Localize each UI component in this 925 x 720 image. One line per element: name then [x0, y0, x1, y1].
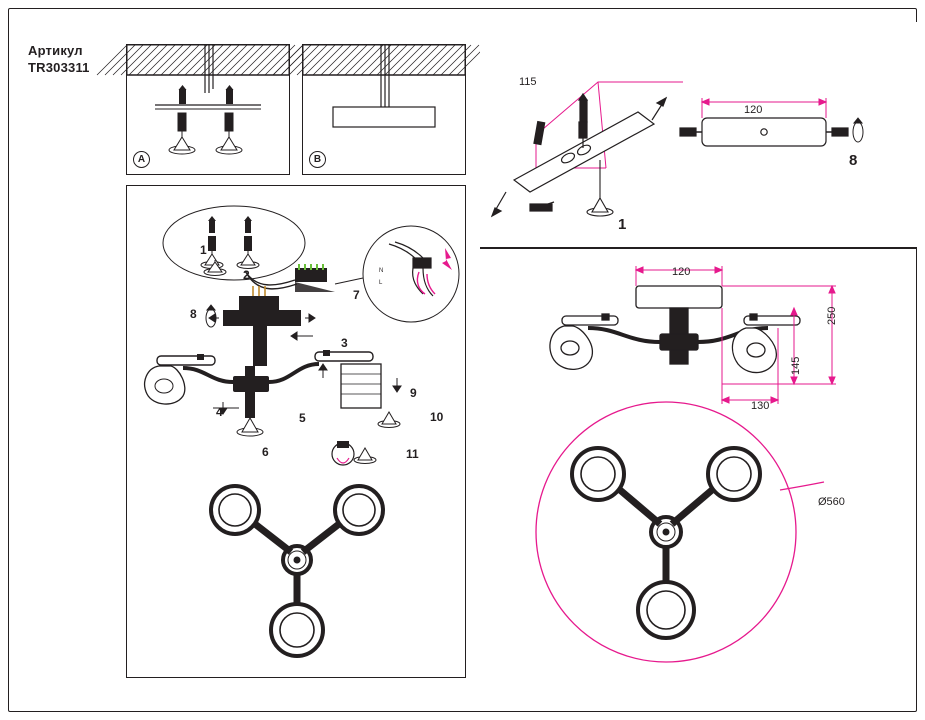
surface-box: [333, 107, 435, 127]
plan-view-dimensions: [536, 402, 824, 662]
plan-view-fixture: [211, 486, 383, 656]
svg-text:N: N: [379, 268, 384, 274]
panel-tag-b: B: [309, 151, 326, 168]
bulb-icon: [332, 441, 376, 465]
detail-bubble-wiring: [363, 226, 459, 322]
panel-ceiling-a: [126, 44, 290, 175]
step-label-4: 4: [216, 405, 223, 419]
step-label-5: 5: [299, 411, 306, 425]
step-label-11: 11: [406, 447, 419, 461]
dimension-drawing: [488, 258, 908, 670]
panel-tag-a: A: [133, 151, 150, 168]
detail-bubble-anchors: [163, 206, 305, 280]
article-label: Артикул: [28, 43, 83, 58]
dim-label-130: 130: [751, 400, 770, 412]
terminal-block: [295, 264, 335, 292]
tool-icon-10: [378, 412, 400, 428]
article-code: TR303311: [28, 60, 90, 75]
svg-text:L: L: [379, 280, 383, 286]
dim-label-top-120: 120: [672, 266, 691, 278]
dim-label-diameter: Ø560: [818, 496, 845, 508]
step-label-bar-8: 8: [849, 152, 858, 169]
divider-horizontal: [480, 248, 917, 249]
mounting-bar: [680, 118, 848, 146]
step-label-1: 1: [200, 243, 207, 257]
hatched-slab: [97, 45, 311, 75]
dim-label-145: 145: [790, 356, 802, 375]
step-label-9: 9: [410, 386, 417, 400]
step-label-10: 10: [430, 410, 444, 424]
dim-label-115: 115: [519, 76, 537, 88]
anchor-set: [169, 85, 242, 154]
fixture-arms: [145, 332, 401, 436]
step-label-6: 6: [262, 445, 269, 459]
step-label-7: 7: [353, 288, 360, 302]
panel-assembly: [126, 185, 466, 678]
fastener-arrows: [213, 364, 327, 414]
article-title-block: [28, 42, 90, 76]
step-label-bracket-1: 1: [618, 216, 627, 233]
hatched-slab: [273, 45, 487, 75]
bracket-drawing: [488, 40, 908, 240]
step-label-8: 8: [190, 307, 197, 321]
elevation-view: [550, 286, 800, 373]
panel-ceiling-b: [302, 44, 466, 175]
dim-label-250: 250: [826, 306, 838, 325]
rotate-symbol: [853, 118, 863, 142]
step-label-3: 3: [341, 336, 348, 350]
dim-label-bar-120: 120: [744, 104, 763, 116]
mounting-plate: [155, 105, 261, 109]
step-label-2: 2: [243, 268, 250, 282]
